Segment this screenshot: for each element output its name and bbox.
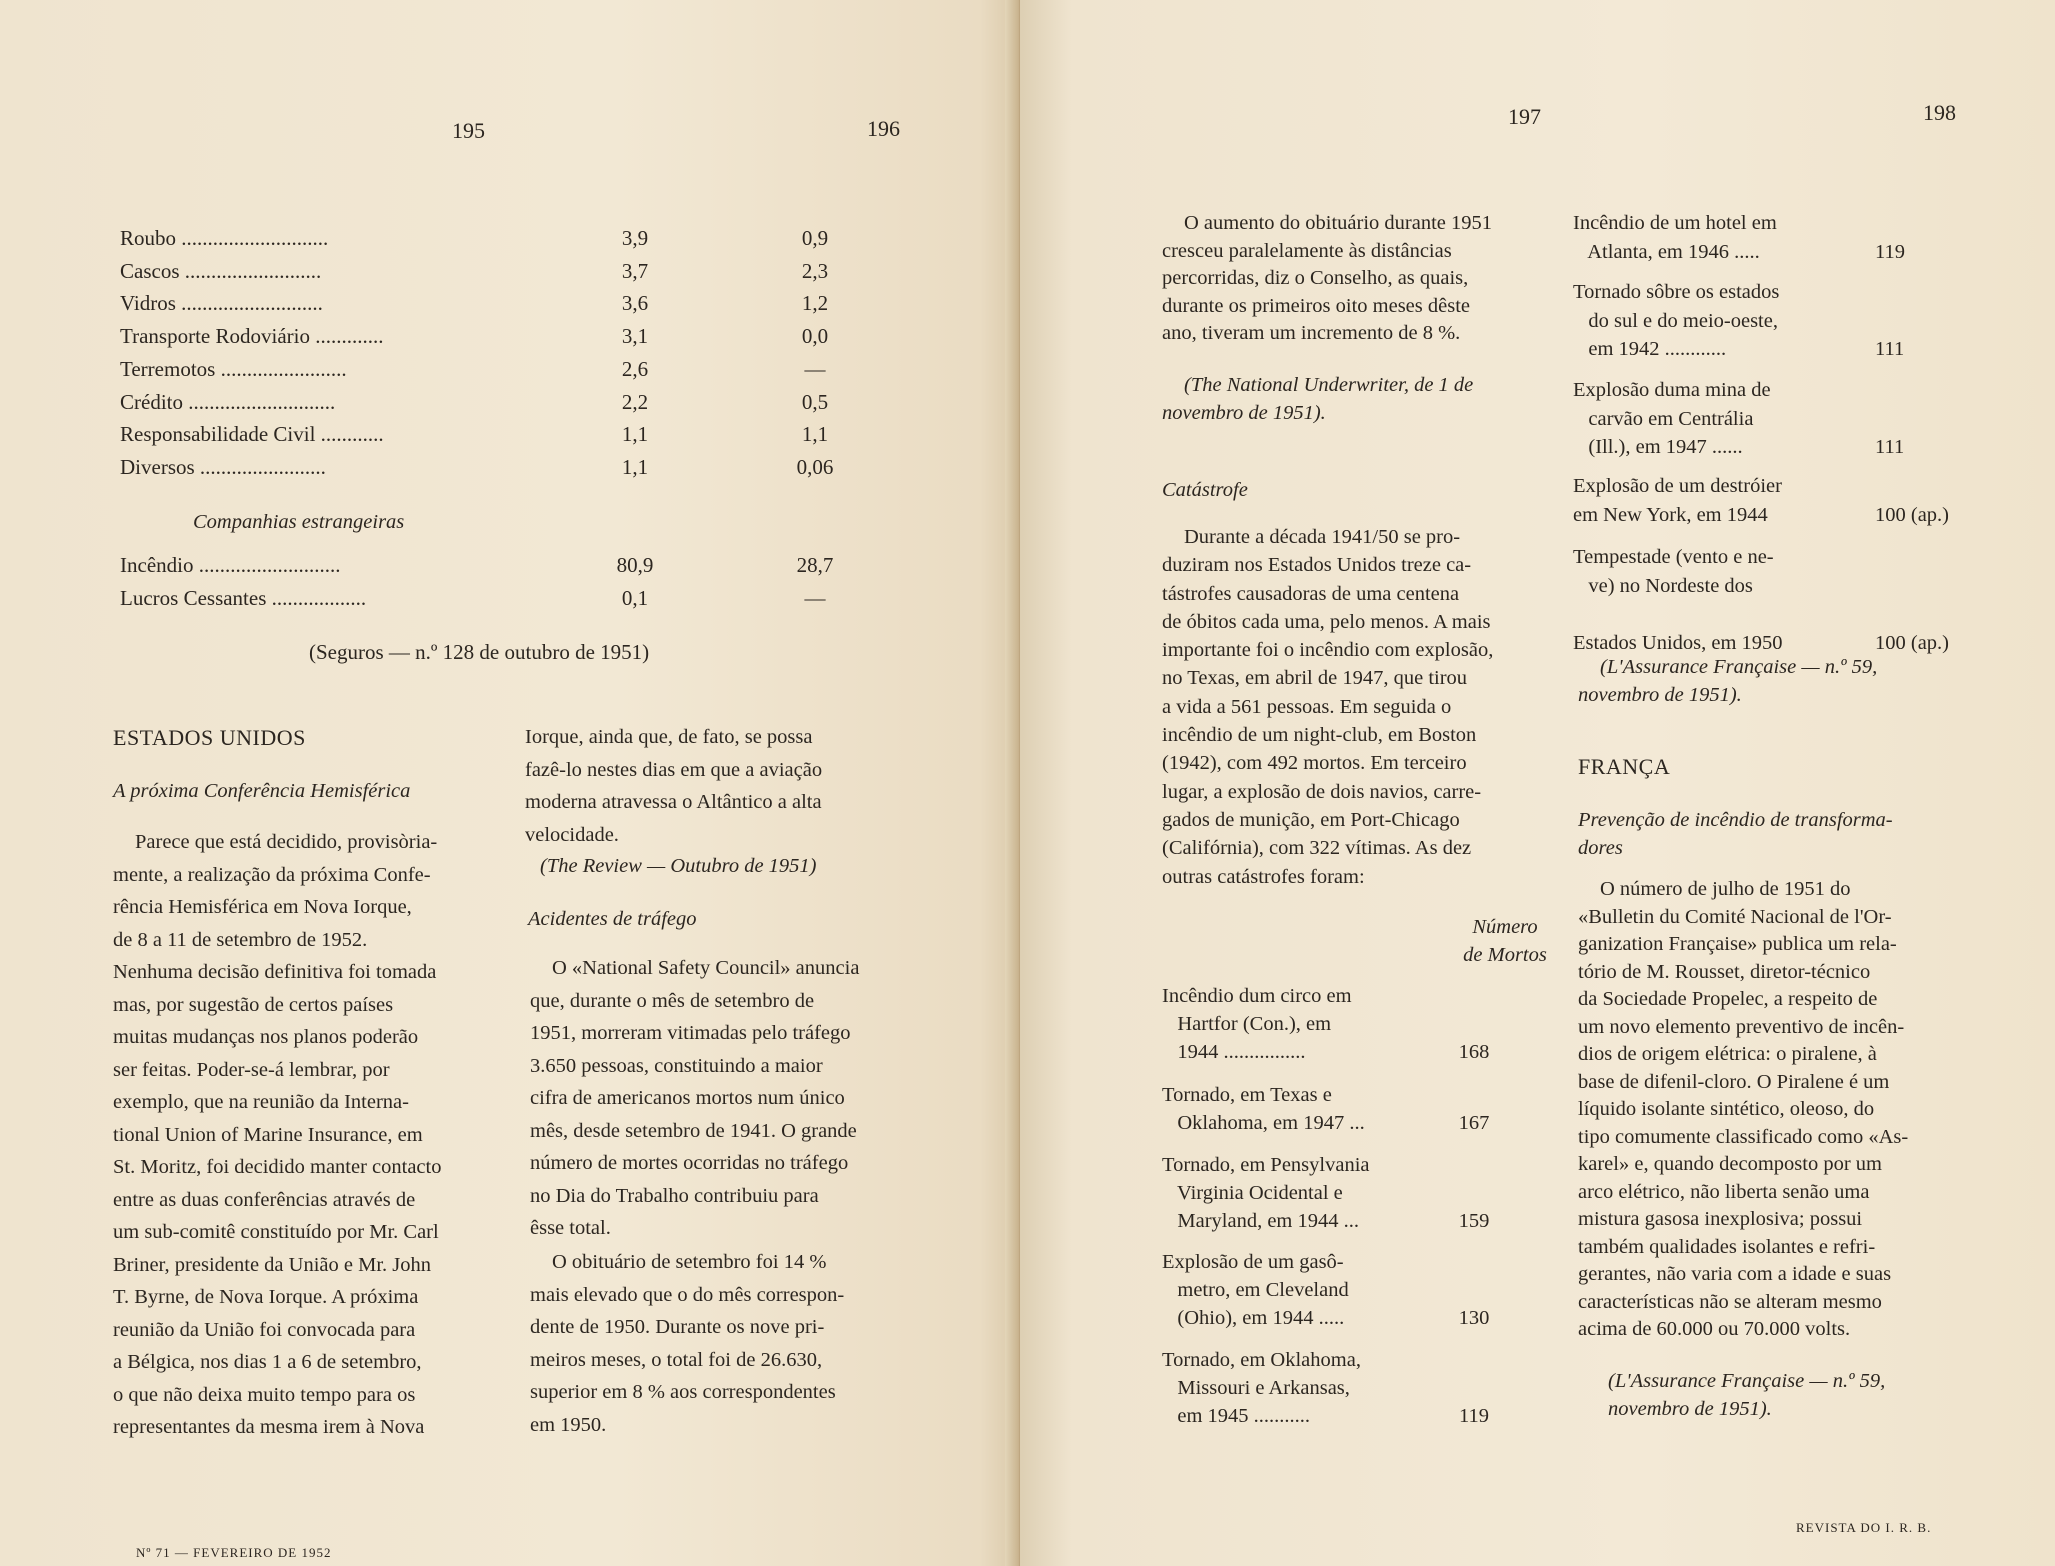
text-line: base de difenil-cloro. O Piralene é um — [1578, 1070, 1890, 1093]
text-line: que, durante o mês de setembro de — [530, 989, 815, 1012]
incident-line: (Ill.), em 1947 ...... — [1573, 436, 1743, 458]
incident-name — [1573, 278, 1848, 364]
text-line: dios de origem elétrica: o piralene, à — [1578, 1043, 1877, 1065]
incident-line: em New York, em 1944 — [1573, 503, 1768, 526]
text-line: incêndio de um night-club, em Boston — [1162, 724, 1477, 747]
table-row — [120, 553, 840, 585]
catastrophe-line: Virginia Ocidental e — [1162, 1182, 1343, 1204]
text-line: características não se alteram mesmo — [1578, 1290, 1882, 1313]
text-line: (1942), com 492 mortos. Em terceiro — [1162, 752, 1467, 775]
text-line: arco elétrico, não liberta senão uma — [1578, 1180, 1870, 1203]
text-line: a vida a 561 pessoas. Em seguida o — [1162, 695, 1452, 718]
text-line: mas, por sugestão de certos países — [113, 993, 394, 1016]
catastrophe-line: (Ohio), em 1944 ..... — [1162, 1307, 1345, 1329]
text-line: muitas mudanças nos planos poderão — [113, 1026, 419, 1048]
subheading-prevencao — [1578, 806, 1998, 862]
incident-line: ve) no Nordeste dos — [1573, 574, 1753, 597]
row-label: Incêndio ........................... — [120, 553, 341, 577]
incident-name — [1573, 209, 1848, 266]
catastrophe-deaths: 119 — [1459, 1405, 1489, 1427]
text-line: mês, desde setembro de 1941. O grande — [530, 1119, 857, 1142]
text-line: superior em 8 % aos correspondentes — [530, 1381, 836, 1403]
catastrophe-line: 1944 ................ — [1162, 1041, 1306, 1063]
catastrophe-deaths: 167 — [1458, 1112, 1490, 1134]
text-line: importante foi o incêndio com explosão, — [1162, 639, 1494, 662]
row-value-2: 1,2 — [801, 291, 829, 316]
catastrophe-line: Oklahoma, em 1947 ... — [1162, 1112, 1365, 1134]
left-page — [0, 0, 1020, 1566]
text-line: de 8 a 11 de setembro de 1952. — [113, 928, 368, 951]
row-value-2: — — [804, 356, 826, 381]
row-label: Diversos ........................ — [120, 454, 326, 479]
section-heading-estados-unidos: ESTADOS UNIDOS — [113, 725, 306, 750]
row-value-1: 1,1 — [621, 454, 649, 479]
row-value-1: 3,1 — [621, 324, 649, 349]
row-label: Cascos .......................... — [120, 258, 322, 283]
article-catastrofe-body — [1162, 523, 1567, 891]
subheading-catastrofe: Catástrofe — [1162, 479, 1248, 501]
table-header-numero-mortos — [1440, 913, 1570, 969]
row-value-1: 2,2 — [621, 389, 649, 414]
row-value-1: 3,6 — [621, 291, 649, 316]
text-line: no Dia do Trabalho contribuiu para — [530, 1184, 819, 1207]
text-line: mais elevado que o do mês correspon- — [530, 1283, 845, 1306]
text-line: 3.650 pessoas, constituindo a maior — [530, 1054, 823, 1077]
header-de-mortos: de Mortos — [1463, 944, 1547, 966]
text-line: Parece que está decidido, provisòria- — [135, 831, 438, 853]
article-obituario-para — [1162, 210, 1567, 348]
incident-line: Incêndio de um hotel em — [1573, 212, 1777, 234]
catastrophe-line: metro, em Cleveland — [1162, 1279, 1349, 1301]
text-line: líquido isolante sintético, oleoso, do — [1578, 1098, 1875, 1120]
text-line: mistura gasosa inexplosiva; possui — [1578, 1208, 1863, 1230]
incident-name — [1573, 376, 1848, 462]
text-line: Iorque, ainda que, de fato, se possa — [525, 726, 813, 748]
section-heading-franca: FRANÇA — [1578, 754, 1671, 779]
incident-line: do sul e do meio-oeste, — [1573, 309, 1778, 332]
text-line: reunião da União foi convocada para — [113, 1318, 416, 1341]
text-line: o que não deixa muito tempo para os — [113, 1383, 416, 1406]
text-line: dente de 1950. Durante os nove pri- — [530, 1316, 825, 1338]
incident-line: em 1942 ............ — [1573, 338, 1727, 360]
source-the-review: (The Review — Outubro de 1951) — [540, 855, 817, 877]
text-line: T. Byrne, de Nova Iorque. A próxima — [113, 1286, 419, 1308]
text-line: karel» e, quando decomposto por um — [1578, 1153, 1883, 1175]
table-row — [120, 586, 840, 618]
page-number-197: 197 — [1508, 104, 1541, 129]
incident-line: Explosão de um destróier — [1573, 475, 1782, 497]
table-row — [120, 226, 840, 258]
catastrophe-line: Explosão de um gasô- — [1162, 1251, 1344, 1273]
incident-line — [1573, 600, 1848, 629]
text-line: duziram nos Estados Unidos treze ca- — [1162, 554, 1472, 577]
incident-deaths: 100 (ap.) — [1875, 503, 1950, 526]
text-line: entre as duas conferências através de — [113, 1188, 416, 1211]
text-line: tástrofes causadoras de uma centena — [1162, 582, 1460, 605]
text-line: St. Moritz, foi decidido manter contacto — [113, 1156, 442, 1178]
text-line: O aumento do obituário durante 1951 — [1184, 212, 1493, 234]
catastrophe-name — [1162, 1151, 1422, 1235]
text-line: meiros meses, o total foi de 26.630, — [530, 1348, 823, 1371]
source-line: novembro de 1951). — [1608, 1398, 1772, 1420]
text-line: Nenhuma decisão definitiva foi tomada — [113, 961, 437, 983]
text-line: exemplo, que na reunião da Interna- — [113, 1091, 409, 1113]
text-line: (Califórnia), com 322 vítimas. As dez — [1162, 837, 1472, 860]
incident-line: Tornado sôbre os estados — [1573, 281, 1780, 303]
table-row — [120, 422, 840, 454]
subheading-line: Prevenção de incêndio de transforma- — [1578, 809, 1893, 831]
row-value-1: 80,9 — [616, 553, 654, 577]
incident-name — [1573, 543, 1848, 657]
incident-name — [1573, 472, 1848, 529]
catastrophe-deaths: 130 — [1458, 1307, 1490, 1329]
table-row — [120, 455, 840, 487]
article-conferencia-body — [113, 826, 503, 1444]
text-line: «Bulletin du Comité Nacional de l'Or- — [1578, 905, 1892, 928]
row-value-2: 0,5 — [801, 389, 829, 414]
text-line: moderna atravessa o Altântico a alta — [525, 791, 822, 813]
text-line: de óbitos cada uma, pelo menos. A mais — [1162, 610, 1491, 633]
text-line: um novo elemento preventivo de incên- — [1578, 1015, 1905, 1038]
catastrophe-line: Tornado, em Oklahoma, — [1162, 1349, 1361, 1371]
incident-line: Tempestade (vento e ne- — [1573, 546, 1774, 568]
catastrophe-name — [1162, 1081, 1422, 1137]
source-national-underwriter — [1162, 372, 1567, 427]
text-line: fazê-lo nestes dias em que a aviação — [525, 758, 823, 781]
text-line: O «National Safety Council» anuncia — [552, 957, 860, 979]
text-line: velocidade. — [525, 823, 619, 846]
text-line: em 1950. — [530, 1413, 607, 1436]
table-row — [120, 291, 840, 323]
row-value-2: 2,3 — [801, 258, 829, 283]
row-value-2: 0,06 — [796, 454, 834, 479]
text-line: lugar, a explosão de dois navios, carre- — [1162, 780, 1482, 803]
source-assurance-francaise-2 — [1608, 1367, 1998, 1423]
article-conferencia-continuation — [525, 721, 911, 851]
text-line: da Sociedade Propelec, a respeito de — [1578, 988, 1878, 1010]
row-value-1: 1,1 — [621, 422, 649, 447]
incident-line: Atlanta, em 1946 ..... — [1573, 240, 1760, 263]
text-line: número de mortes ocorridas no tráfego — [530, 1152, 849, 1174]
text-line: tório de M. Rousset, diretor-técnico — [1578, 960, 1871, 983]
row-value-1: 3,9 — [621, 226, 649, 250]
text-line: um sub-comitê constituído por Mr. Carl — [113, 1221, 439, 1243]
text-line: outras catástrofes foram: — [1162, 865, 1365, 888]
header-numero: Número — [1472, 916, 1538, 938]
article-prevencao-body — [1578, 876, 1990, 1344]
article-acidentes-para1 — [530, 952, 914, 1245]
article-acidentes-para2 — [530, 1246, 914, 1441]
table-subheading: Companhias estrangeiras — [193, 511, 405, 533]
text-line: gados de munição, em Port-Chicago — [1162, 808, 1460, 831]
table-row — [120, 357, 840, 389]
catastrophe-name — [1162, 1346, 1422, 1430]
row-value-2: 28,7 — [796, 553, 834, 577]
row-label: Responsabilidade Civil ............ — [120, 422, 384, 447]
text-line: Durante a década 1941/50 se pro- — [1184, 526, 1461, 548]
source-line: (L'Assurance Française — n.º 59, — [1608, 1370, 1886, 1392]
page-number-196: 196 — [867, 116, 900, 141]
row-value-2: 0,0 — [801, 324, 829, 349]
table-row — [120, 390, 840, 422]
subheading-line: dores — [1578, 837, 1623, 859]
row-label: Lucros Cessantes .................. — [120, 585, 367, 610]
right-page — [1020, 0, 2055, 1566]
table-row — [120, 324, 840, 356]
text-line: a Bélgica, nos dias 1 a 6 de setembro, — [113, 1351, 422, 1373]
incident-deaths: 100 (ap.) — [1875, 631, 1950, 654]
incident-line: Estados Unidos, em 1950 — [1573, 631, 1783, 654]
footer-issue: Nº 71 — FEVEREIRO DE 1952 — [136, 1545, 332, 1560]
table-source: (Seguros — n.º 128 de outubro de 1951) — [309, 640, 650, 664]
incident-deaths: 111 — [1875, 436, 1905, 458]
subheading-conferencia: A próxima Conferência Hemisférica — [113, 780, 411, 802]
text-line: percorridas, diz o Conselho, as quais, — [1162, 267, 1469, 289]
text-line: 1951, morreram vitimadas pelo tráfego — [530, 1022, 851, 1044]
page-number-198: 198 — [1923, 100, 1956, 125]
incident-deaths: 111 — [1875, 338, 1905, 360]
row-label: Transporte Rodoviário ............. — [120, 324, 384, 349]
row-label: Crédito ............................ — [120, 389, 336, 414]
catastrophe-line: Maryland, em 1944 ... — [1162, 1210, 1359, 1232]
source-line: (The National Underwriter, de 1 de — [1184, 374, 1474, 396]
footer-journal: REVISTA DO I. R. B. — [1796, 1520, 1932, 1535]
catastrophe-line: Missouri e Arkansas, — [1162, 1377, 1350, 1399]
catastrophe-name — [1162, 982, 1422, 1066]
text-line: gerantes, não varia com a idade e suas — [1578, 1263, 1892, 1285]
catastrophe-line: Tornado, em Pensylvania — [1162, 1154, 1370, 1176]
incident-line: Explosão duma mina de — [1573, 379, 1771, 401]
row-value-2: 1,1 — [801, 422, 829, 447]
page-number-195: 195 — [452, 118, 485, 143]
text-line: tional Union of Marine Insurance, em — [113, 1123, 423, 1146]
text-line: também qualidades isolantes e refri- — [1578, 1235, 1876, 1258]
row-value-1: 3,7 — [621, 258, 649, 283]
catastrophe-deaths: 159 — [1458, 1210, 1490, 1232]
table-row — [120, 259, 840, 291]
text-line: tipo comumente classificado como «As- — [1578, 1125, 1909, 1148]
catastrophe-line: Tornado, em Texas e — [1162, 1084, 1332, 1106]
row-label: Terremotos ........................ — [120, 356, 347, 381]
text-line: cresceu paralelamente às distâncias — [1162, 239, 1452, 262]
text-line: ganization Française» publica um rela- — [1578, 933, 1897, 955]
source-line: novembro de 1951). — [1578, 684, 1742, 706]
text-line: êsse total. — [530, 1217, 611, 1239]
catastrophe-line: Incêndio dum circo em — [1162, 985, 1352, 1007]
text-line: cifra de americanos mortos num único — [530, 1087, 845, 1109]
text-line: representantes da mesma irem à Nova — [113, 1416, 425, 1438]
text-line: durante os primeiros oito meses dêste — [1162, 294, 1471, 317]
row-value-1: 2,6 — [621, 356, 649, 381]
row-label: Vidros ........................... — [120, 291, 323, 316]
subheading-acidentes: Acidentes de tráfego — [528, 908, 697, 930]
incident-deaths: 119 — [1875, 240, 1905, 263]
text-line: mente, a realização da próxima Confe- — [113, 863, 431, 886]
catastrophe-deaths: 168 — [1458, 1041, 1490, 1063]
text-line: O obituário de setembro foi 14 % — [552, 1251, 827, 1273]
row-value-2: 0,9 — [801, 226, 829, 250]
text-line: no Texas, em abril de 1947, que tirou — [1162, 667, 1468, 690]
text-line: ser feitas. Poder-se-á lembrar, por — [113, 1058, 390, 1081]
incident-line: carvão em Centrália — [1573, 407, 1754, 430]
catastrophe-line: Hartfor (Con.), em — [1162, 1013, 1332, 1035]
source-line: (L'Assurance Française — n.º 59, — [1600, 656, 1878, 678]
row-value-2: — — [804, 585, 826, 610]
text-line: O número de julho de 1951 do — [1600, 878, 1851, 900]
text-line: ano, tiveram um incremento de 8 %. — [1162, 322, 1461, 344]
source-assurance-francaise-1 — [1578, 653, 1978, 709]
text-line: rência Hemisférica em Nova Iorque, — [113, 896, 412, 918]
catastrophe-name — [1162, 1248, 1422, 1332]
row-label: Roubo ............................ — [120, 226, 329, 250]
catastrophe-line: em 1945 ........... — [1162, 1405, 1311, 1427]
text-line: Briner, presidente da União e Mr. John — [113, 1253, 431, 1276]
row-value-1: 0,1 — [621, 585, 649, 610]
source-line: novembro de 1951). — [1162, 401, 1326, 424]
text-line: acima de 60.000 ou 70.000 volts. — [1578, 1318, 1851, 1340]
